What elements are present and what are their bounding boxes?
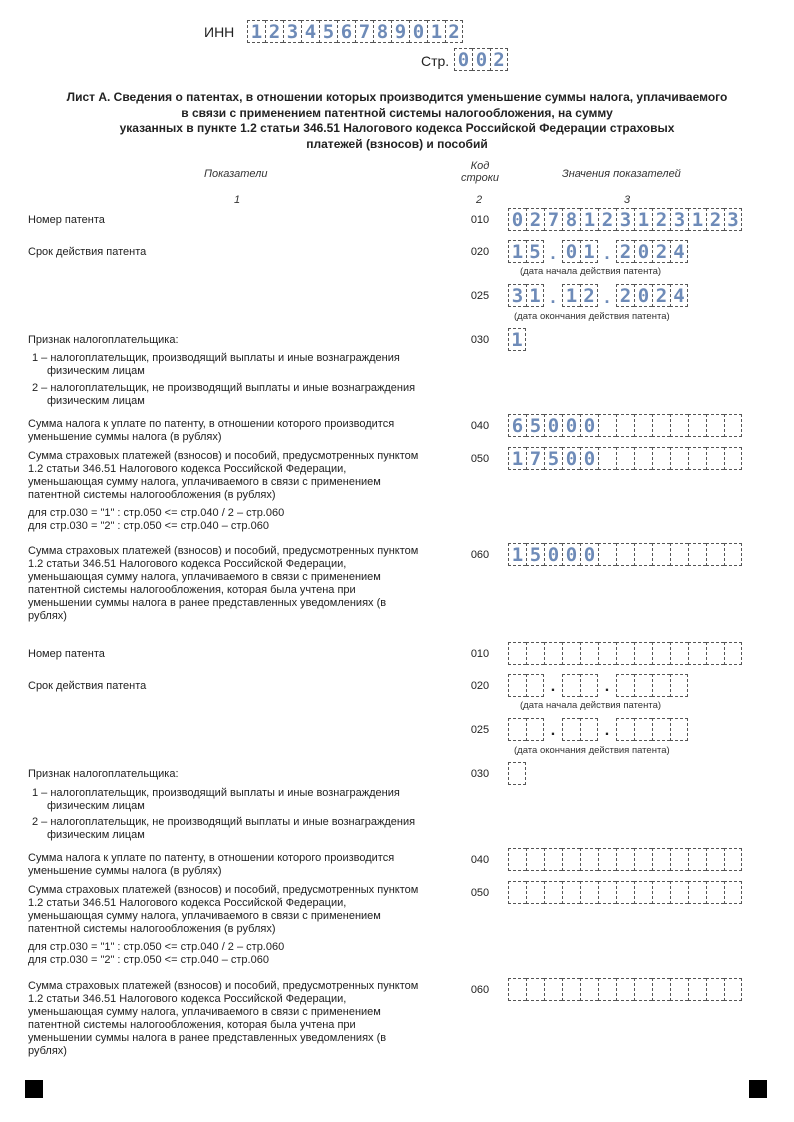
start-date-note: (дата начала действия патента) [520,266,662,277]
date-separator: . [604,243,610,263]
page-cells[interactable] [454,48,508,71]
taxpayer-sign-cell[interactable] [508,762,526,785]
label-accounted-line3: уменьшающая сумму налога, уплачиваемого в связи с применением [28,571,381,583]
taxpayer-sign-cell[interactable] [508,328,526,351]
start-date-field[interactable] [508,240,688,266]
char-cell[interactable]: 4 [670,284,688,307]
sign-option-2-line1: 2 – налогоплательщик, не производящий выплаты и иные вознаграждения [32,816,416,828]
date-day-cells[interactable] [508,674,544,700]
char-cell[interactable] [634,848,652,871]
code-050: 050 [470,887,490,899]
label-accounted-amount [28,545,418,623]
col-header-indicators: Показатели [204,168,268,180]
char-cell[interactable] [616,674,634,697]
char-cell[interactable]: 0 [634,240,652,263]
char-cell[interactable] [526,848,544,871]
char-cell[interactable] [580,848,598,871]
code-025: 025 [470,724,490,736]
char-cell[interactable] [724,848,742,871]
char-cell[interactable]: 0 [580,543,598,566]
char-cell[interactable] [652,881,670,904]
char-cell[interactable] [706,881,724,904]
char-cell[interactable] [634,447,652,470]
label-patent-term: Срок действия патента [28,680,147,692]
char-cell[interactable] [544,978,562,1001]
sign-option-1-line1: 1 – налогоплательщик, производящий выплаты и иные вознаграждения [32,352,400,364]
char-cell[interactable] [616,848,634,871]
char-cell[interactable]: 1 [508,328,526,351]
char-cell[interactable] [670,447,688,470]
inn-label: ИНН [204,24,235,40]
char-cell[interactable] [508,762,526,785]
char-cell[interactable] [688,642,706,665]
char-cell[interactable] [526,642,544,665]
char-cell[interactable] [724,642,742,665]
char-cell[interactable]: 1 [526,284,544,307]
label-accounted-line2: 1.2 статьи 346.51 Налогового кодекса Российской Федерации, [28,558,347,570]
char-cell[interactable]: 6 [508,414,526,437]
char-cell[interactable]: 2 [526,208,544,231]
char-cell[interactable] [598,978,616,1001]
char-cell[interactable]: 1 [508,543,526,566]
char-cell[interactable] [562,718,580,741]
end-date-note: (дата окончания действия патента) [514,745,670,756]
char-cell[interactable] [706,543,724,566]
char-cell[interactable] [652,978,670,1001]
start-date-field[interactable] [508,674,688,700]
char-cell[interactable] [580,978,598,1001]
char-cell[interactable] [652,848,670,871]
date-day-cells[interactable] [508,284,544,310]
char-cell[interactable]: З [724,208,742,231]
char-cell[interactable]: 0 [562,240,580,263]
col-header-values: Значения показателей [562,168,681,180]
char-cell[interactable] [562,978,580,1001]
label-patent-number: Номер патента [28,214,105,226]
label-tax-amount-line2: уменьшение суммы налога (в рублях) [28,865,222,877]
label-insurance-line3: уменьшающая сумму налога, уплачиваемого в связи с применением [28,476,381,488]
label-accounted-line4: патентной системы налогообложения, которая была учтена при [28,584,356,596]
char-cell[interactable]: 1 [688,208,706,231]
sign-option-1-line2: физическим лицам [47,800,145,812]
date-year-cells[interactable] [616,718,688,744]
char-cell[interactable]: 0 [508,208,526,231]
sign-option-2-line1: 2 – налогоплательщик, не производящий выплаты и иные вознаграждения [32,382,416,394]
insurance-amount-cells[interactable] [508,881,742,904]
registration-marker-right [749,1080,767,1098]
char-cell[interactable]: 2 [652,284,670,307]
char-cell[interactable] [526,718,544,741]
char-cell[interactable] [562,674,580,697]
char-cell[interactable] [526,674,544,697]
label-accounted-line6: рублях) [28,1045,67,1057]
code-040: 040 [470,854,490,866]
char-cell[interactable] [652,414,670,437]
label-insurance-line1: Сумма страховых платежей (взносов) и пособий, предусмотренных пунктом [28,450,419,462]
formula-2: для стр.030 = "2" : стр.050 <= стр.040 – стр.060 [28,954,269,966]
date-separator: . [550,243,556,263]
char-cell[interactable] [706,848,724,871]
char-cell[interactable] [706,414,724,437]
char-cell[interactable] [544,848,562,871]
label-accounted-line1: Сумма страховых платежей (взносов) и пособий, предусмотренных пунктом [28,980,419,992]
label-tax-amount-line2: уменьшение суммы налога (в рублях) [28,431,222,443]
formula-2: для стр.030 = "2" : стр.050 <= стр.040 – стр.060 [28,520,269,532]
inn-cells[interactable] [247,20,463,43]
char-cell[interactable]: 0 [472,48,490,71]
char-cell[interactable] [526,978,544,1001]
label-tax-amount-line1: Сумма налога к уплате по патенту, в отношении которого производится [28,852,395,864]
char-cell[interactable]: 2 [616,284,634,307]
accounted-amount-cells[interactable] [508,978,742,1001]
char-cell[interactable]: 2 [616,240,634,263]
label-accounted-line5: уменьшении суммы налога в ранее представленных уведомлениях (в [28,597,387,609]
sign-option-1 [32,352,400,378]
char-cell[interactable]: 2 [580,284,598,307]
char-cell[interactable]: 1 [247,20,265,43]
date-year-cells[interactable] [616,240,688,266]
code-030: 030 [470,334,490,346]
label-patent-term: Срок действия патента [28,246,147,258]
char-cell[interactable]: 0 [544,414,562,437]
char-cell[interactable] [598,543,616,566]
char-cell[interactable] [562,881,580,904]
char-cell[interactable]: 8 [373,20,391,43]
code-040: 040 [470,420,490,432]
char-cell[interactable]: 0 [454,48,472,71]
label-accounted-line3: уменьшающая сумму налога, уплачиваемого в связи с применением [28,1006,381,1018]
char-cell[interactable]: 7 [544,208,562,231]
char-cell[interactable] [670,642,688,665]
date-separator: . [550,287,556,307]
patent-number-cells[interactable] [508,208,742,231]
label-tax-amount-line1: Сумма налога к уплате по патенту, в отношении которого производится [28,418,395,430]
label-insurance-line4: патентной системы налогообложения (в рублях) [28,923,276,935]
date-month-cells[interactable] [562,718,598,744]
tax-amount-cells[interactable] [508,414,742,437]
end-date-note: (дата окончания действия патента) [514,311,670,322]
char-cell[interactable]: 0 [562,414,580,437]
char-cell[interactable] [706,642,724,665]
label-accounted-line1: Сумма страховых платежей (взносов) и пособий, предусмотренных пунктом [28,545,419,557]
char-cell[interactable] [616,718,634,741]
insurance-amount-cells[interactable] [508,447,742,470]
char-cell[interactable] [634,642,652,665]
label-accounted-amount [28,980,418,1058]
sheet-title [10,90,784,152]
label-insurance-amount [28,450,418,533]
char-cell[interactable] [652,718,670,741]
label-taxpayer-sign: Признак налогоплательщика: [28,768,179,780]
char-cell[interactable] [616,414,634,437]
char-cell[interactable] [562,848,580,871]
char-cell[interactable]: 2 [265,20,283,43]
end-date-field[interactable] [508,284,688,310]
char-cell[interactable]: 1 [580,240,598,263]
code-030: 030 [470,768,490,780]
date-day-cells[interactable] [508,718,544,744]
char-cell[interactable] [580,674,598,697]
char-cell[interactable] [670,881,688,904]
char-cell[interactable]: 1 [427,20,445,43]
char-cell[interactable] [634,543,652,566]
label-insurance-line3: уменьшающая сумму налога, уплачиваемого в связи с применением [28,910,381,922]
char-cell[interactable] [688,881,706,904]
accounted-amount-cells[interactable] [508,543,742,566]
col-header-code-line1: Код [470,160,490,172]
label-insurance-line4: патентной системы налогообложения (в рублях) [28,489,276,501]
char-cell[interactable] [598,881,616,904]
char-cell[interactable] [544,881,562,904]
date-separator: . [604,678,610,695]
sign-option-1-line1: 1 – налогоплательщик, производящий выплаты и иные вознаграждения [32,787,400,799]
char-cell[interactable] [634,718,652,741]
char-cell[interactable] [598,414,616,437]
char-cell[interactable] [688,447,706,470]
char-cell[interactable] [508,881,526,904]
sign-option-2 [32,816,415,842]
char-cell[interactable]: 1 [508,447,526,470]
sign-option-1-line2: физическим лицам [47,365,145,377]
sign-option-2-line2: физическим лицам [47,395,145,407]
char-cell[interactable] [706,978,724,1001]
char-cell[interactable]: 3 [283,20,301,43]
char-cell[interactable] [652,543,670,566]
date-year-cells[interactable] [616,674,688,700]
char-cell[interactable]: 0 [634,284,652,307]
col-header-code-line2: строки [460,172,500,184]
label-tax-amount [28,418,394,444]
title-line-4: платежей (взносов) и пособий [306,136,488,151]
char-cell[interactable] [652,642,670,665]
char-cell[interactable] [580,718,598,741]
label-accounted-line5: уменьшении суммы налога в ранее представленных уведомлениях (в [28,1032,387,1044]
char-cell[interactable] [724,978,742,1001]
code-025: 025 [470,290,490,302]
char-cell[interactable] [580,642,598,665]
registration-marker-left [25,1080,43,1098]
char-cell[interactable] [580,881,598,904]
date-separator: . [604,722,610,739]
char-cell[interactable] [724,543,742,566]
char-cell[interactable] [508,674,526,697]
char-cell[interactable] [508,978,526,1001]
char-cell[interactable]: 2 [652,208,670,231]
col-header-code [460,160,500,184]
date-day-cells[interactable] [508,240,544,266]
date-month-cells[interactable] [562,674,598,700]
code-020: 020 [470,246,490,258]
char-cell[interactable] [670,718,688,741]
col-number-2: 2 [476,194,483,206]
date-separator: . [550,722,556,739]
char-cell[interactable] [598,848,616,871]
formula-1: для стр.030 = "1" : стр.050 <= стр.040 / 2 – стр.060 [28,507,285,519]
char-cell[interactable] [526,881,544,904]
char-cell[interactable] [616,881,634,904]
char-cell[interactable] [634,674,652,697]
code-020: 020 [470,680,490,692]
char-cell[interactable]: 2 [598,208,616,231]
char-cell[interactable] [652,674,670,697]
char-cell[interactable]: 2 [706,208,724,231]
char-cell[interactable]: 0 [580,414,598,437]
char-cell[interactable] [616,447,634,470]
char-cell[interactable]: 4 [301,20,319,43]
char-cell[interactable]: 9 [391,20,409,43]
char-cell[interactable] [670,848,688,871]
char-cell[interactable] [598,642,616,665]
label-insurance-line1: Сумма страховых платежей (взносов) и пособий, предусмотренных пунктом [28,884,419,896]
char-cell[interactable]: 0 [409,20,427,43]
char-cell[interactable]: 4 [670,240,688,263]
char-cell[interactable]: 1 [562,284,580,307]
char-cell[interactable] [724,414,742,437]
sign-option-2-line2: физическим лицам [47,829,145,841]
label-taxpayer-sign: Признак налогоплательщика: [28,334,179,346]
code-060: 060 [470,984,490,996]
date-year-cells[interactable] [616,284,688,310]
char-cell[interactable] [508,642,526,665]
patent-number-cells[interactable] [508,642,742,665]
char-cell[interactable]: 5 [526,240,544,263]
label-insurance-amount [28,884,418,967]
char-cell[interactable]: 0 [580,447,598,470]
label-insurance-line2: 1.2 статьи 346.51 Налогового кодекса Российской Федерации, [28,897,347,909]
start-date-note: (дата начала действия патента) [520,700,662,711]
label-insurance-line2: 1.2 статьи 346.51 Налогового кодекса Российской Федерации, [28,463,347,475]
label-accounted-line2: 1.2 статьи 346.51 Налогового кодекса Российской Федерации, [28,993,347,1005]
char-cell[interactable]: 6 [337,20,355,43]
code-010: 010 [470,648,490,660]
char-cell[interactable] [688,978,706,1001]
char-cell[interactable] [670,674,688,697]
char-cell[interactable]: 2 [445,20,463,43]
char-cell[interactable] [688,543,706,566]
tax-amount-cells[interactable] [508,848,742,871]
char-cell[interactable]: 8 [562,208,580,231]
char-cell[interactable] [634,414,652,437]
char-cell[interactable] [616,543,634,566]
char-cell[interactable]: 5 [526,543,544,566]
char-cell[interactable]: 1 [634,208,652,231]
title-line-1: Лист А. Сведения о патентах, в отношении которых производится уменьшение суммы налога, уплачиваемого [66,90,728,104]
char-cell[interactable]: 0 [544,543,562,566]
label-accounted-line4: патентной системы налогообложения, которая была учтена при [28,1019,356,1031]
char-cell[interactable] [688,848,706,871]
char-cell[interactable]: 2 [490,48,508,71]
char-cell[interactable] [616,978,634,1001]
char-cell[interactable] [688,414,706,437]
label-patent-number: Номер патента [28,648,105,660]
date-separator: . [550,678,556,695]
label-accounted-line6: рублях) [28,610,67,622]
end-date-field[interactable] [508,718,688,744]
char-cell[interactable]: 3 [670,208,688,231]
col-number-1: 1 [234,194,241,206]
char-cell[interactable]: 5 [319,20,337,43]
char-cell[interactable] [616,642,634,665]
char-cell[interactable]: 7 [355,20,373,43]
date-month-cells[interactable] [562,284,598,310]
char-cell[interactable]: 3 [616,208,634,231]
char-cell[interactable]: 5 [526,414,544,437]
sign-option-2 [32,382,415,408]
label-tax-amount [28,852,394,878]
char-cell[interactable]: 7 [526,447,544,470]
char-cell[interactable]: 3 [508,284,526,307]
char-cell[interactable]: 1 [580,208,598,231]
sign-option-1 [32,787,400,813]
formula-1: для стр.030 = "1" : стр.050 <= стр.040 / 2 – стр.060 [28,941,285,953]
char-cell[interactable] [598,447,616,470]
char-cell[interactable]: 5 [544,447,562,470]
col-number-3: 3 [624,194,631,206]
char-cell[interactable]: 2 [652,240,670,263]
char-cell[interactable] [652,447,670,470]
char-cell[interactable] [670,414,688,437]
char-cell[interactable]: 0 [562,447,580,470]
char-cell[interactable] [706,447,724,470]
char-cell[interactable] [508,848,526,871]
page-label: Стр. [421,53,450,69]
char-cell[interactable] [562,642,580,665]
date-separator: . [604,287,610,307]
code-010: 010 [470,214,490,226]
char-cell[interactable] [634,978,652,1001]
char-cell[interactable] [544,642,562,665]
char-cell[interactable] [508,718,526,741]
char-cell[interactable]: 0 [562,543,580,566]
char-cell[interactable]: 1 [508,240,526,263]
char-cell[interactable] [670,543,688,566]
char-cell[interactable] [724,881,742,904]
code-060: 060 [470,549,490,561]
date-month-cells[interactable] [562,240,598,266]
char-cell[interactable] [670,978,688,1001]
title-line-3: указанных в пункте 1.2 статьи 346.51 Налогового кодекса Российской Федерации страховых [119,121,675,135]
char-cell[interactable] [634,881,652,904]
title-line-2: в связи с применением патентной системы налогообложения, на сумму [181,105,613,120]
char-cell[interactable] [724,447,742,470]
code-050: 050 [470,453,490,465]
